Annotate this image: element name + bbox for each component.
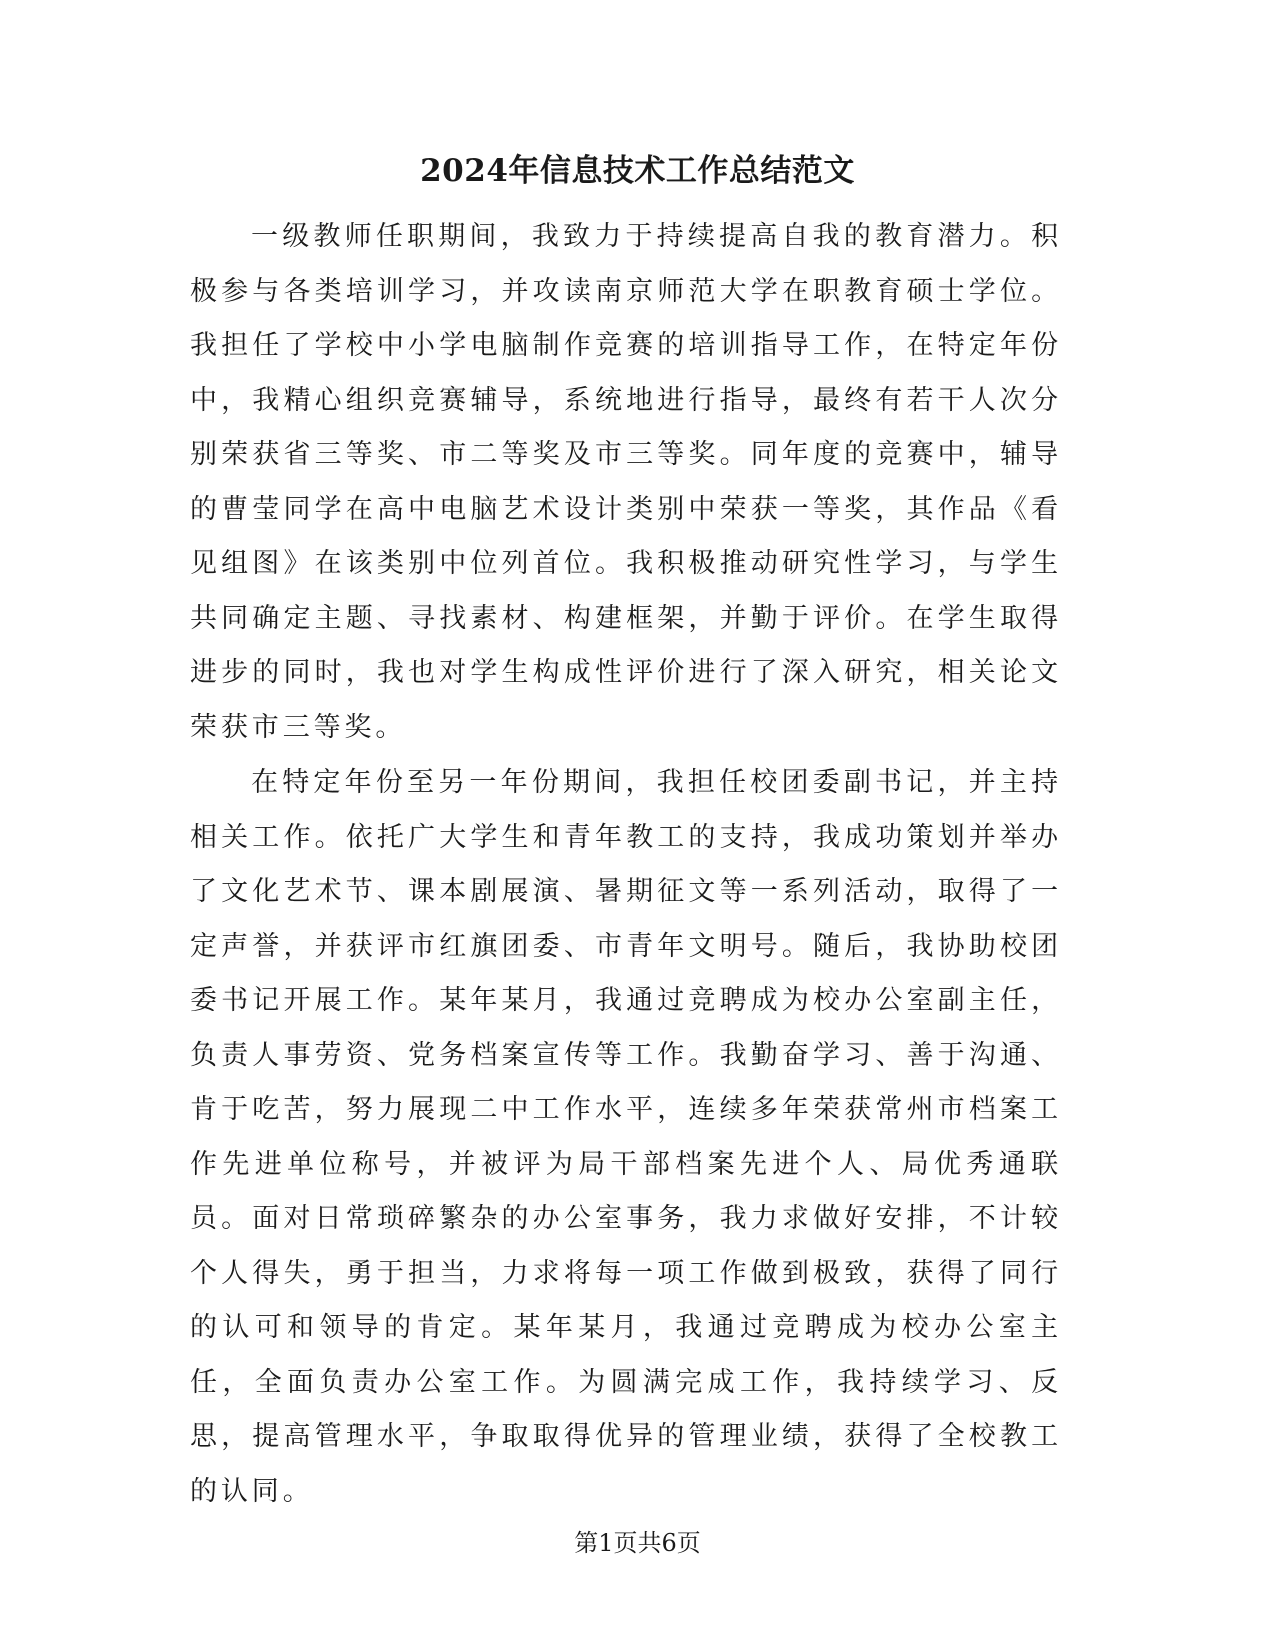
document-body <box>190 210 1062 1519</box>
document-title: 2024年信息技术工作总结范文 <box>420 153 855 189</box>
page-number-footer: 第1页共6页 <box>574 1529 701 1557</box>
paragraph-2: 在特定年份至另一年份期间，我担任校团委副书记，并主持相关工作。依托广大学生和青年教工的支持，我成功策划并举办了文化艺术节、课本剧展演、暑期征文等一系列活动，取得了一定声誉，并获评市红旗团委、市青年文明号。随后，我协助校团委书记开展工作。某年某月，我通过竞聘成为校办公室副主任，负责人事劳资、党务档案宣传等工作。我勤奋学习、善于沟通、肯于吃苦，努力展现二中工作水平，连续多年荣获常州市档案工作先进单位称号，并被评为局干部档案先进个人、局优秀通联员。面对日常琐碎繁杂的办公室事务，我力求做好安排，不计较个人得失，勇于担当，力求将每一项工作做到极致，获得了同行的认可和领导的肯定。某年某月，我通过竞聘成为校办公室主任，全面负责办公室工作。为圆满完成工作，我持续学习、反思，提高管理水平，争取取得优异的管理业绩，获得了全校教工的认同。 <box>190 767 1062 1507</box>
paragraph-1: 一级教师任职期间，我致力于持续提高自我的教育潜力。积极参与各类培训学习，并攻读南京师范大学在职教育硕士学位。我担任了学校中小学电脑制作竞赛的培训指导工作，在特定年份中，我精心组织竞赛辅导，系统地进行指导，最终有若干人次分别荣获省三等奖、市二等奖及市三等奖。同年度的竞赛中，辅导的曹莹同学在高中电脑艺术设计类别中荣获一等奖，其作品《看见组图》在该类别中位列首位。我积极推动研究性学习，与学生共同确定主题、寻找素材、构建框架，并勤于评价。在学生取得进步的同时，我也对学生构成性评价进行了深入研究，相关论文荣获市三等奖。 <box>190 221 1062 743</box>
